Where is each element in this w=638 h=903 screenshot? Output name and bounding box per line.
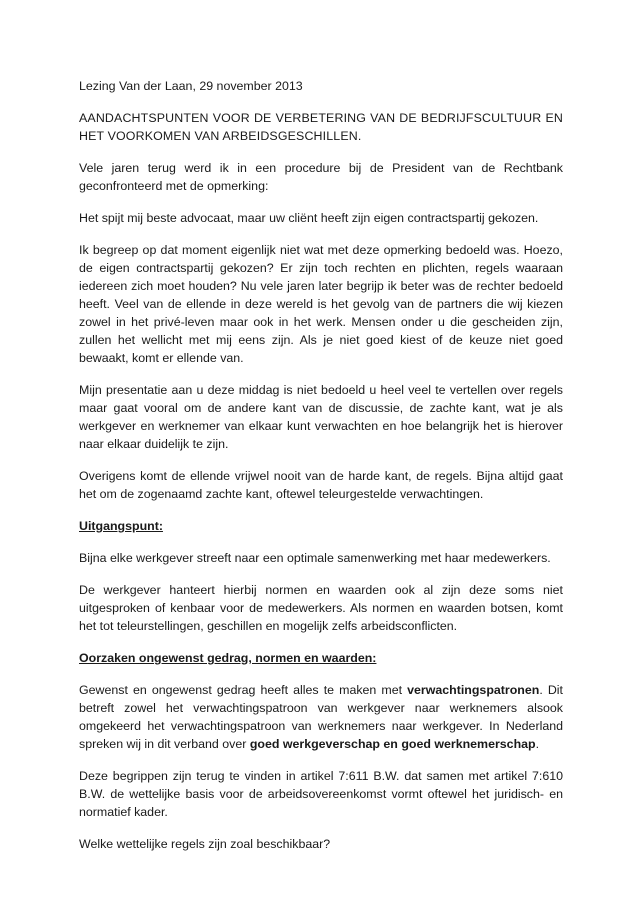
- paragraph-intro: Vele jaren terug werd ik in een procedure bij de President van de Rechtbank geconfronteerd met de opmerking:: [79, 161, 563, 193]
- paragraph-cooperation: Bijna elke werkgever streeft naar een optimale samenwerking met haar medewerkers.: [79, 551, 551, 565]
- paragraph-reflection: Ik begreep op dat moment eigenlijk niet wat met deze opmerking bedoeld was. Hoezo, de eigen contractspartij gekozen? Er zijn toch rechten en plichten, regels waaraan iedereen zich moet houden? Nu vele jaren later begrijp ik beter was de rechter bedoeld heeft. Veel van de ellende in deze wereld is het gevolg van de partners die wij kiezen zowel in het privé-leven maar ook in het werk. Mensen onder u die gescheiden zijn, zullen het wellicht met mij eens zijn. Als je niet goed kiest of de keuze niet goed bewaakt, komt er ellende van.: [79, 243, 563, 365]
- document-page: [79, 77, 563, 867]
- heading-oorzaken: Oorzaken ongewenst gedrag, normen en waarden:: [79, 651, 377, 665]
- heading-uitgangspunt: Uitgangspunt:: [79, 519, 163, 533]
- date-line: Lezing Van der Laan, 29 november 2013: [79, 79, 303, 93]
- paragraph-presentation: Mijn presentatie aan u deze middag is niet bedoeld u heel veel te vertellen over regels maar gaat vooral om de andere kant van de discussie, de zachte kant, wat je als werkgever en werknemer van elkaar kunt verwachten en hoe belangrijk het is hierover naar elkaar duidelijk te zijn.: [79, 383, 563, 451]
- employership-bold-term: goed werkgeverschap en goed werknemerschap: [249, 737, 536, 751]
- paragraph-expectations: [79, 681, 563, 753]
- paragraph-question: Welke wettelijke regels zijn zoal beschikbaar?: [79, 837, 331, 851]
- expectations-text-e: .: [535, 737, 540, 751]
- expectations-bold-term: verwachtingspatronen: [407, 683, 540, 697]
- paragraph-articles: Deze begrippen zijn terug te vinden in artikel 7:611 B.W. dat samen met artikel 7:610 B.W. de wettelijke basis voor de arbeidsovereenkomst vormt oftewel het juridisch- en normatief kader.: [79, 769, 563, 819]
- expectations-text-a: Gewenst en ongewenst gedrag heeft alles te maken met: [79, 683, 408, 697]
- paragraph-norms: De werkgever hanteert hierbij normen en waarden ook al zijn deze soms niet uitgesproken of kenbaar voor de medewerkers. Als normen en waarden botsen, komt het tot teleurstellingen, geschillen en mogelijk zelfs arbeidsconflicten.: [79, 583, 563, 633]
- quote-line: Het spijt mij beste advocaat, maar uw cliënt heeft zijn eigen contractspartij gekozen.: [79, 211, 539, 225]
- document-title: AANDACHTSPUNTEN VOOR DE VERBETERING VAN DE BEDRIJFSCULTUUR EN HET VOORKOMEN VAN ARBEIDSGESCHILLEN.: [79, 111, 563, 143]
- expectations-text-c: . Dit betreft zowel het verwachtingspatroon van werkgever naar werknemers alsook omgekeerd het verwachtingspatroon van werknemers naar werkgever. In Nederland spreken wij in dit verband over: [79, 683, 563, 751]
- paragraph-soft-side: Overigens komt de ellende vrijwel nooit van de harde kant, de regels. Bijna altijd gaat het om de zogenaamd zachte kant, oftewel teleurgestelde verwachtingen.: [79, 469, 563, 501]
